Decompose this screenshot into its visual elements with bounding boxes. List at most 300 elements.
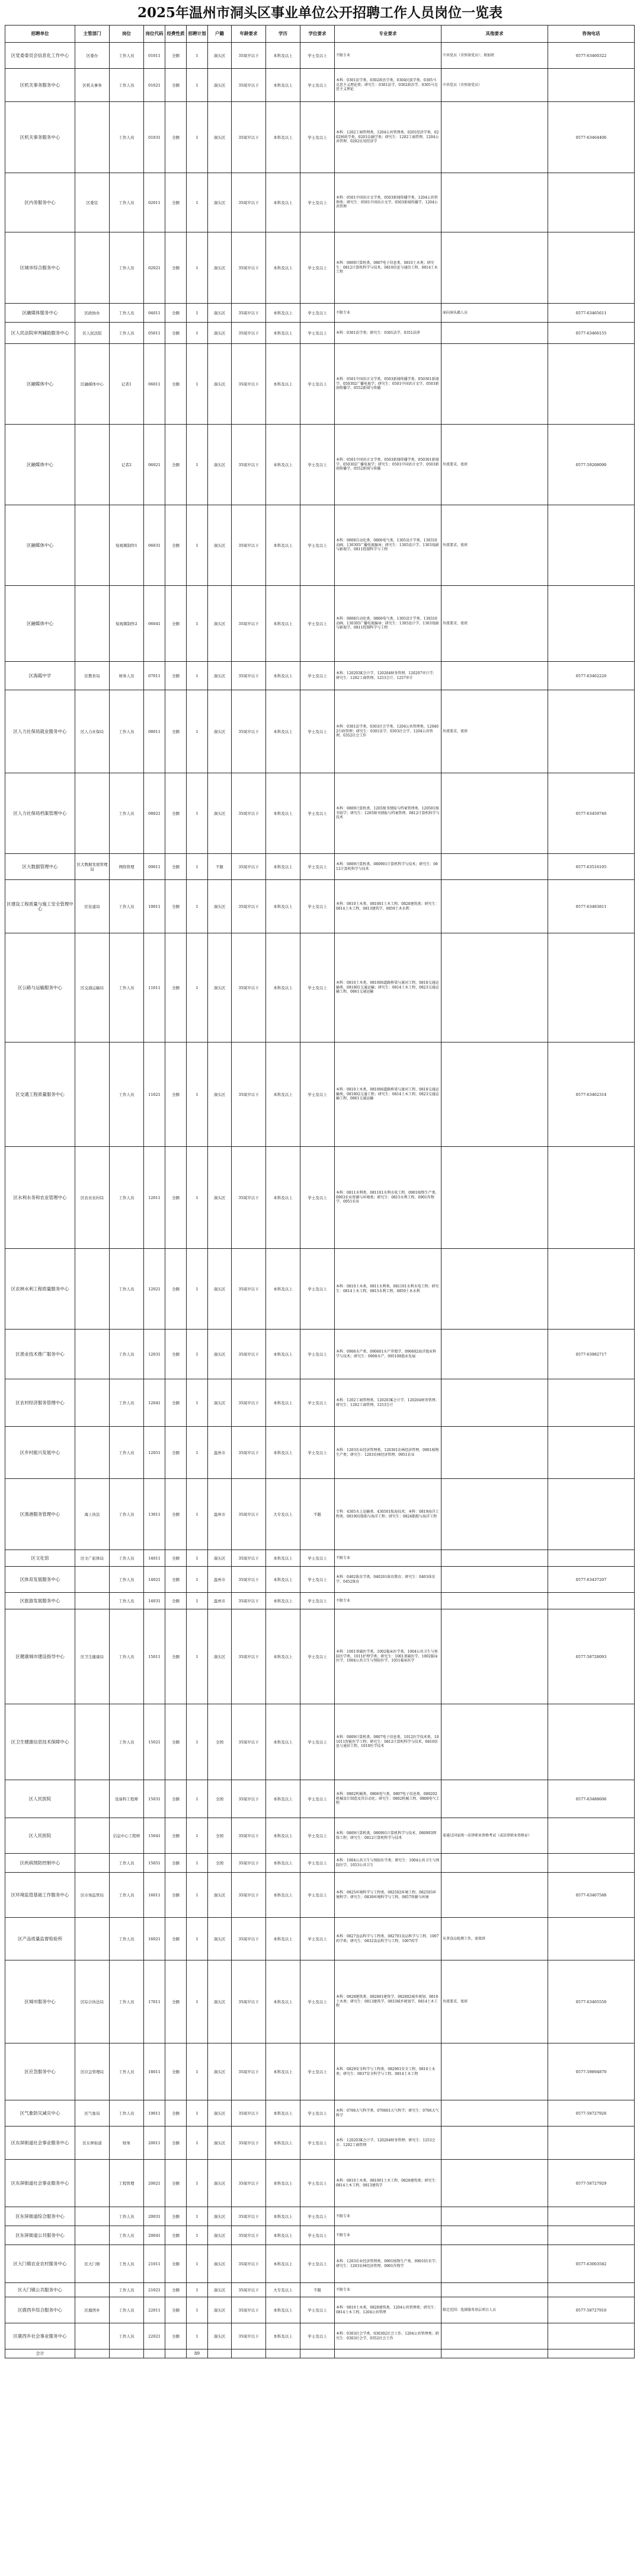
post-cell: 工作人员 <box>110 1609 144 1704</box>
hukou-cell: 洞头区 <box>208 2245 232 2283</box>
table-row <box>5 1427 635 1479</box>
count-cell: 1 <box>187 43 208 69</box>
edu-cell: 本科及以上 <box>266 1147 300 1249</box>
table-row <box>5 1042 635 1147</box>
total-label: 合计 <box>5 2349 75 2358</box>
major-cell: 不限专业 <box>335 2226 441 2245</box>
fund-cell: 全额 <box>165 690 187 773</box>
count-cell: 1 <box>187 1249 208 1330</box>
age-cell: 35周岁以下 <box>232 586 266 662</box>
degree-cell: 学士及以上 <box>300 102 335 173</box>
unit-cell: 区疾病预防控制中心 <box>5 1854 75 1873</box>
other-cell <box>441 1479 548 1550</box>
degree-cell: 学士及以上 <box>300 2207 335 2226</box>
table-row <box>5 1550 635 1567</box>
major-cell: 本科：0501中国语言文学类、0503新闻传播学类、050301新闻学、050302广播电视学；研究生：0501中国语言文学、0503新闻传播学、0552新闻与传播 <box>335 425 441 505</box>
major-cell: 本科：0810土木类、081006道路桥梁与渡河工程、0818交通运输类、081801交通运输；研究生：0814土木工程、0823交通运输工程、0861交通运输 <box>335 933 441 1042</box>
code-cell: 02011 <box>144 173 165 232</box>
header-cell: 岗位 <box>110 25 144 43</box>
edu-cell: 本科及以上 <box>266 102 300 173</box>
other-cell <box>441 2160 548 2207</box>
fund-cell: 全额 <box>165 1704 187 1780</box>
count-cell: 1 <box>187 2283 208 2297</box>
fund-cell: 全额 <box>165 1567 187 1593</box>
fund-cell: 全额 <box>165 2297 187 2323</box>
positions-table <box>5 25 635 2358</box>
phone-cell: 0577-63467588 <box>548 1873 635 1918</box>
header-cell: 专业要求 <box>335 25 441 43</box>
unit-cell: 区应急服务中心 <box>5 2043 75 2100</box>
fund-cell: 全额 <box>165 2207 187 2226</box>
table-row <box>5 2207 635 2226</box>
phone-cell <box>548 933 635 1042</box>
edu-cell: 本科及以上 <box>266 1427 300 1479</box>
count-cell: 1 <box>187 773 208 854</box>
dept-cell <box>75 2207 110 2226</box>
unit-cell: 区东屏街道综合服务中心 <box>5 2207 75 2226</box>
post-cell: 工作人员 <box>110 2297 144 2323</box>
other-cell <box>441 1249 548 1330</box>
other-cell <box>441 1704 548 1780</box>
phone-cell: 0577-63460322 <box>548 43 635 69</box>
phone-cell: 0577-58728093 <box>548 1609 635 1704</box>
post-cell: 工作人员 <box>110 1147 144 1249</box>
hukou-cell: 洞头区 <box>208 662 232 690</box>
degree-cell: 学士及以上 <box>300 2100 335 2127</box>
dept-cell <box>75 232 110 304</box>
table-row <box>5 1704 635 1780</box>
code-cell: 21011 <box>144 2245 165 2283</box>
unit-cell: 区融媒体服务中心 <box>5 304 75 323</box>
table-row <box>5 1479 635 1550</box>
other-cell <box>441 880 548 933</box>
post-cell: 工作人员 <box>110 1960 144 2043</box>
count-cell: 1 <box>187 505 208 586</box>
unit-cell: 区鹿西乡综合服务中心 <box>5 2297 75 2323</box>
dept-cell <box>75 1593 110 1609</box>
hukou-cell: 洞头区 <box>208 880 232 933</box>
degree-cell: 学士及以上 <box>300 933 335 1042</box>
age-cell: 35周岁以下 <box>232 505 266 586</box>
unit-cell: 区大门镇农业农村服务中心 <box>5 2245 75 2283</box>
edu-cell: 本科及以上 <box>266 773 300 854</box>
hukou-cell: 洞头区 <box>208 1609 232 1704</box>
fund-cell: 全额 <box>165 2043 187 2100</box>
post-cell: 记者1 <box>110 344 144 425</box>
major-cell: 本科：0802机械类、0806电气类、0807电子信息类、080202机械设计制造及其自动化；研究生：0802机械工程、0808电气工程 <box>335 1780 441 1818</box>
age-cell: 35周岁以下 <box>232 1249 266 1330</box>
unit-cell: 区人民医院 <box>5 1818 75 1854</box>
header-cell: 户籍 <box>208 25 232 43</box>
post-cell: 工作人员 <box>110 880 144 933</box>
phone-cell <box>548 2226 635 2245</box>
count-cell: 1 <box>187 1918 208 1960</box>
table-row <box>5 505 635 586</box>
age-cell: 35周岁以下 <box>232 2207 266 2226</box>
code-cell: 08011 <box>144 690 165 773</box>
post-cell: 工作人员 <box>110 2226 144 2245</box>
dept-cell: 区委办 <box>75 43 110 69</box>
hukou-cell: 洞头区 <box>208 1960 232 2043</box>
post-cell: 工作人员 <box>110 1593 144 1609</box>
degree-cell: 学士及以上 <box>300 2323 335 2349</box>
major-cell: 本科：0810土木类、081001土木工程、0828建筑类；研究生：0814土木工程、0813建筑学 <box>335 2160 441 2207</box>
other-cell <box>441 344 548 425</box>
other-cell <box>441 2245 548 2283</box>
age-cell: 35周岁以下 <box>232 2160 266 2207</box>
code-cell: 13011 <box>144 1479 165 1550</box>
hukou-cell: 洞头区 <box>208 69 232 102</box>
table-row <box>5 304 635 323</box>
code-cell: 22011 <box>144 2297 165 2323</box>
table-row <box>5 2100 635 2127</box>
count-cell: 1 <box>187 1780 208 1818</box>
other-cell <box>441 1330 548 1379</box>
edu-cell: 本科及以上 <box>266 586 300 662</box>
degree-cell: 学士及以上 <box>300 69 335 102</box>
dept-cell <box>75 425 110 505</box>
unit-cell: 区农林水利工程质量服务中心 <box>5 1249 75 1330</box>
edu-cell: 本科及以上 <box>266 69 300 102</box>
dept-cell <box>75 1567 110 1593</box>
fund-cell: 全额 <box>165 1042 187 1147</box>
age-cell: 35周岁以下 <box>232 1704 266 1780</box>
dept-cell <box>75 2283 110 2297</box>
count-cell: 1 <box>187 1854 208 1873</box>
phone-cell <box>548 1818 635 1854</box>
count-cell: 1 <box>187 1609 208 1704</box>
degree-cell: 学士及以上 <box>300 773 335 854</box>
edu-cell: 本科及以上 <box>266 1330 300 1379</box>
age-cell: 35周岁以下 <box>232 2283 266 2297</box>
count-cell: 1 <box>187 880 208 933</box>
other-cell: 外派要求，夜班 <box>441 1960 548 2043</box>
dept-cell: 区鹿西乡 <box>75 2297 110 2323</box>
other-cell: 外派要求，夜班 <box>441 690 548 773</box>
fund-cell: 全额 <box>165 933 187 1042</box>
other-cell <box>441 662 548 690</box>
age-cell: 35周岁以下 <box>232 1147 266 1249</box>
degree-cell: 学士及以上 <box>300 1818 335 1854</box>
age-cell: 35周岁以下 <box>232 1567 266 1593</box>
post-cell: 工作人员 <box>110 1550 144 1567</box>
code-cell: 20031 <box>144 2207 165 2226</box>
unit-cell: 区人力社保局就业服务中心 <box>5 690 75 773</box>
major-cell: 本科：0501中国语言文学类、0503新闻传播学类、1204公共管理类；研究生：0501中国语言文学、0503新闻传播学、1204公共管理 <box>335 173 441 232</box>
degree-cell: 学士及以上 <box>300 1593 335 1609</box>
degree-cell: 学士及以上 <box>300 854 335 880</box>
edu-cell: 本科及以上 <box>266 1567 300 1593</box>
code-cell: 08021 <box>144 773 165 854</box>
phone-cell: 0577-58727910 <box>548 2297 635 2323</box>
dept-cell <box>75 1854 110 1873</box>
fund-cell: 全额 <box>165 1818 187 1854</box>
major-cell: 本科：0827食品科学与工程类、082701食品科学与工程、1007药学类；研究生：0832食品科学与工程、1007药学 <box>335 1918 441 1960</box>
hukou-cell: 洞头区 <box>208 1550 232 1567</box>
degree-cell: 学士及以上 <box>300 43 335 69</box>
degree-cell: 学士及以上 <box>300 1609 335 1704</box>
hukou-cell: 温州市 <box>208 1593 232 1609</box>
unit-cell: 区融媒体中心 <box>5 425 75 505</box>
phone-cell: 0577-58727926 <box>548 2100 635 2127</box>
major-cell: 本科：0809计算机类、0807电子信息类、1012医学技术类、101011智能医学工程；研究生：0812计算机科学与技术、0810信息与通信工程、1010医学技术 <box>335 1704 441 1780</box>
hukou-cell: 洞头区 <box>208 2283 232 2297</box>
age-cell: 35周岁以下 <box>232 43 266 69</box>
code-cell: 01031 <box>144 102 165 173</box>
count-cell: 1 <box>187 425 208 505</box>
age-cell: 35周岁以下 <box>232 1609 266 1704</box>
unit-cell: 区渔港服务管理中心 <box>5 1479 75 1550</box>
fund-cell: 全额 <box>165 344 187 425</box>
other-cell <box>441 323 548 344</box>
post-cell: 工作人员 <box>110 1873 144 1918</box>
degree-cell: 学士及以上 <box>300 2245 335 2283</box>
other-cell <box>441 1147 548 1249</box>
edu-cell: 本科及以上 <box>266 323 300 344</box>
header-cell: 经费性质 <box>165 25 187 43</box>
age-cell: 35周岁以下 <box>232 1960 266 2043</box>
table-row <box>5 1873 635 1918</box>
header-cell: 学历 <box>266 25 300 43</box>
total-count: 89 <box>187 2349 208 2358</box>
major-cell: 不限专业 <box>335 304 441 323</box>
dept-cell: 区交通运输局 <box>75 933 110 1042</box>
unit-cell: 区人民医院 <box>5 1780 75 1818</box>
code-cell: 01011 <box>144 43 165 69</box>
post-cell: 工作人员 <box>110 1918 144 1960</box>
unit-cell: 区交通工程质量服务中心 <box>5 1042 75 1147</box>
code-cell: 20041 <box>144 2226 165 2245</box>
count-cell: 1 <box>187 662 208 690</box>
major-cell: 本科：0828建筑类、082801建筑学、082802城乡规划、0810土木类；研究生：0813建筑学、0833城乡规划学、0814土木工程 <box>335 1960 441 2043</box>
degree-cell: 学士及以上 <box>300 344 335 425</box>
hukou-cell: 洞头区 <box>208 2127 232 2160</box>
code-cell: 15051 <box>144 1854 165 1873</box>
major-cell: 本科：1001基础医学类、1002临床医学类、1004公共卫生与预防医学类、1011护理学类；研究生：1001基础医学、1002临床医学、1004公共卫生与预防医学、1051临床医学 <box>335 1609 441 1704</box>
edu-cell: 本科及以上 <box>266 2207 300 2226</box>
degree-cell: 学士及以上 <box>300 1854 335 1873</box>
phone-cell <box>548 2323 635 2349</box>
age-cell: 35周岁以下 <box>232 425 266 505</box>
unit-cell: 区产品质量监督检验所 <box>5 1918 75 1960</box>
phone-cell <box>548 344 635 425</box>
count-cell: 1 <box>187 1550 208 1567</box>
table-row <box>5 344 635 425</box>
edu-cell: 本科及以上 <box>266 2323 300 2349</box>
other-cell <box>441 854 548 880</box>
major-cell: 本科：1202工商管理类、120203K会计学、120204财务管理；研究生：1202工商管理、1253会计 <box>335 1379 441 1427</box>
phone-cell <box>548 586 635 662</box>
edu-cell: 本科及以上 <box>266 2043 300 2100</box>
edu-cell: 大专及以上 <box>266 2283 300 2297</box>
post-cell: 工作人员 <box>110 1427 144 1479</box>
hukou-cell: 全国 <box>208 1854 232 1873</box>
count-cell: 1 <box>187 344 208 425</box>
fund-cell: 全额 <box>165 1609 187 1704</box>
post-cell: 设备科工程师 <box>110 1780 144 1818</box>
hukou-cell: 洞头区 <box>208 773 232 854</box>
age-cell: 35周岁以下 <box>232 933 266 1042</box>
dept-cell <box>75 1427 110 1479</box>
fund-cell: 全额 <box>165 1854 187 1873</box>
hukou-cell: 洞头区 <box>208 2043 232 2100</box>
table-row <box>5 173 635 232</box>
code-cell: 17011 <box>144 1960 165 2043</box>
code-cell: 21021 <box>144 2283 165 2297</box>
edu-cell: 本科及以上 <box>266 173 300 232</box>
count-cell: 1 <box>187 1704 208 1780</box>
other-cell <box>441 1379 548 1427</box>
table-row <box>5 2297 635 2323</box>
major-cell: 本科：0301法学类、0303社会学类、1204公共管理类、120402行政管理；研究生：0301法学、0303社会学、1204公共管理、0352社会工作 <box>335 690 441 773</box>
age-cell: 35周岁以下 <box>232 2226 266 2245</box>
code-cell: 15031 <box>144 1780 165 1818</box>
phone-cell <box>548 69 635 102</box>
total-row <box>5 2349 635 2358</box>
other-cell: 中共党员（含预备党员） <box>441 69 548 102</box>
count-cell: 1 <box>187 2245 208 2283</box>
edu-cell: 本科及以上 <box>266 690 300 773</box>
major-cell: 不限专业 <box>335 2207 441 2226</box>
age-cell: 35周岁以下 <box>232 1918 266 1960</box>
age-cell: 35周岁以下 <box>232 304 266 323</box>
count-cell: 1 <box>187 2226 208 2245</box>
count-cell: 1 <box>187 933 208 1042</box>
code-cell: 14011 <box>144 1550 165 1567</box>
major-cell: 本科：0706大气科学类、070601大气科学；研究生：0706大气科学 <box>335 2100 441 2127</box>
dept-cell <box>75 1379 110 1427</box>
phone-cell: 0577-63465550 <box>548 1960 635 2043</box>
unit-cell: 区东屏街道社会事业服务中心 <box>5 2127 75 2160</box>
count-cell: 1 <box>187 2100 208 2127</box>
fund-cell: 全额 <box>165 880 187 933</box>
table-row <box>5 773 635 854</box>
unit-cell: 区海霞中学 <box>5 662 75 690</box>
age-cell: 35周岁以下 <box>232 690 266 773</box>
dept-cell <box>75 1042 110 1147</box>
post-cell: 工作人员 <box>110 1330 144 1379</box>
dept-cell <box>75 1249 110 1330</box>
hukou-cell: 洞头区 <box>208 323 232 344</box>
post-cell: 工作人员 <box>110 102 144 173</box>
fund-cell: 全额 <box>165 586 187 662</box>
post-cell: 工作人员 <box>110 1479 144 1550</box>
fund-cell: 全额 <box>165 2245 187 2283</box>
edu-cell: 本科及以上 <box>266 1854 300 1873</box>
other-cell <box>441 232 548 304</box>
age-cell: 35周岁以下 <box>232 2100 266 2127</box>
dept-cell <box>75 773 110 854</box>
code-cell: 11021 <box>144 1042 165 1147</box>
unit-cell: 区融媒体中心 <box>5 505 75 586</box>
age-cell: 35周岁以下 <box>232 1873 266 1918</box>
post-cell: 工作人员 <box>110 933 144 1042</box>
unit-cell: 区卫生健康信息技术保障中心 <box>5 1704 75 1780</box>
count-cell: 1 <box>187 1818 208 1854</box>
post-cell: 网络管理 <box>110 854 144 880</box>
unit-cell: 区人力社保局档案管理中心 <box>5 773 75 854</box>
degree-cell: 学士及以上 <box>300 2226 335 2245</box>
dept-cell: 区文广旅体局 <box>75 1550 110 1567</box>
other-cell <box>441 933 548 1042</box>
major-cell: 本科：0402体育学类、040201体育教育；研究生：0403体育学、0452体育 <box>335 1567 441 1593</box>
code-cell: 12011 <box>144 1147 165 1249</box>
table-row <box>5 2043 635 2100</box>
age-cell: 35周岁以下 <box>232 1780 266 1818</box>
major-cell: 本科：0809计算机类、080901计算机科学与技术、080903网络工程；研究生：0812计算机科学与技术 <box>335 1818 441 1854</box>
fund-cell: 全额 <box>165 232 187 304</box>
other-cell <box>441 173 548 232</box>
degree-cell: 学士及以上 <box>300 1704 335 1780</box>
unit-cell: 区体育发展服务中心 <box>5 1567 75 1593</box>
header-cell: 主管部门 <box>75 25 110 43</box>
unit-cell: 区气象防灾减灾中心 <box>5 2100 75 2127</box>
dept-cell: 区农业农村局 <box>75 1147 110 1249</box>
edu-cell: 本科及以上 <box>266 304 300 323</box>
other-cell: 从事食品检测工作，需夜班 <box>441 1918 548 1960</box>
age-cell: 35周岁以下 <box>232 232 266 304</box>
dept-cell <box>75 586 110 662</box>
code-cell: 04011 <box>144 304 165 323</box>
degree-cell: 不限 <box>300 2283 335 2297</box>
count-cell: 1 <box>187 232 208 304</box>
code-cell: 18011 <box>144 2043 165 2100</box>
code-cell: 22021 <box>144 2323 165 2349</box>
degree-cell: 学士及以上 <box>300 2043 335 2100</box>
edu-cell: 本科及以上 <box>266 2297 300 2323</box>
other-cell: 面向洞头籍人员 <box>441 304 548 323</box>
dept-cell <box>75 1780 110 1818</box>
dept-cell: 区融媒体中心 <box>75 344 110 425</box>
count-cell: 1 <box>187 69 208 102</box>
fund-cell: 全额 <box>165 102 187 173</box>
code-cell: 01021 <box>144 69 165 102</box>
other-cell: 外派要求，夜班 <box>441 505 548 586</box>
count-cell: 1 <box>187 586 208 662</box>
hukou-cell: 洞头区 <box>208 344 232 425</box>
table-row <box>5 1780 635 1818</box>
major-cell: 本科：1004公共卫生与预防医学类；研究生：1004公共卫生与预防医学、1053公共卫生 <box>335 1854 441 1873</box>
hukou-cell: 洞头区 <box>208 2100 232 2127</box>
unit-cell: 区机关事务服务中心 <box>5 102 75 173</box>
post-cell: 工作人员 <box>110 173 144 232</box>
count-cell: 1 <box>187 2207 208 2226</box>
fund-cell: 全额 <box>165 1960 187 2043</box>
table-row <box>5 2323 635 2349</box>
hukou-cell: 洞头区 <box>208 1249 232 1330</box>
fund-cell: 全额 <box>165 69 187 102</box>
post-cell: 工作人员 <box>110 1567 144 1593</box>
age-cell: 35周岁以下 <box>232 662 266 690</box>
other-cell <box>441 1609 548 1704</box>
hukou-cell: 温州市 <box>208 1479 232 1550</box>
table-row <box>5 2283 635 2297</box>
edu-cell: 本科及以上 <box>266 1593 300 1609</box>
table-row <box>5 1249 635 1330</box>
age-cell: 35周岁以下 <box>232 2043 266 2100</box>
major-cell: 本科：0825环境科学与工程类、082502环境工程、082503环境科学；研究生：0830环境科学与工程、0857资源与环境 <box>335 1873 441 1918</box>
major-cell: 不限专业 <box>335 2283 441 2297</box>
degree-cell: 学士及以上 <box>300 1918 335 1960</box>
phone-cell <box>548 1854 635 1873</box>
code-cell: 20021 <box>144 2160 165 2207</box>
table-row <box>5 1960 635 2043</box>
phone-cell: 0577-63466155 <box>548 323 635 344</box>
other-cell <box>441 1873 548 1918</box>
edu-cell: 本科及以上 <box>266 1249 300 1330</box>
major-cell: 不限专业 <box>335 1550 441 1567</box>
table-row <box>5 2127 635 2160</box>
